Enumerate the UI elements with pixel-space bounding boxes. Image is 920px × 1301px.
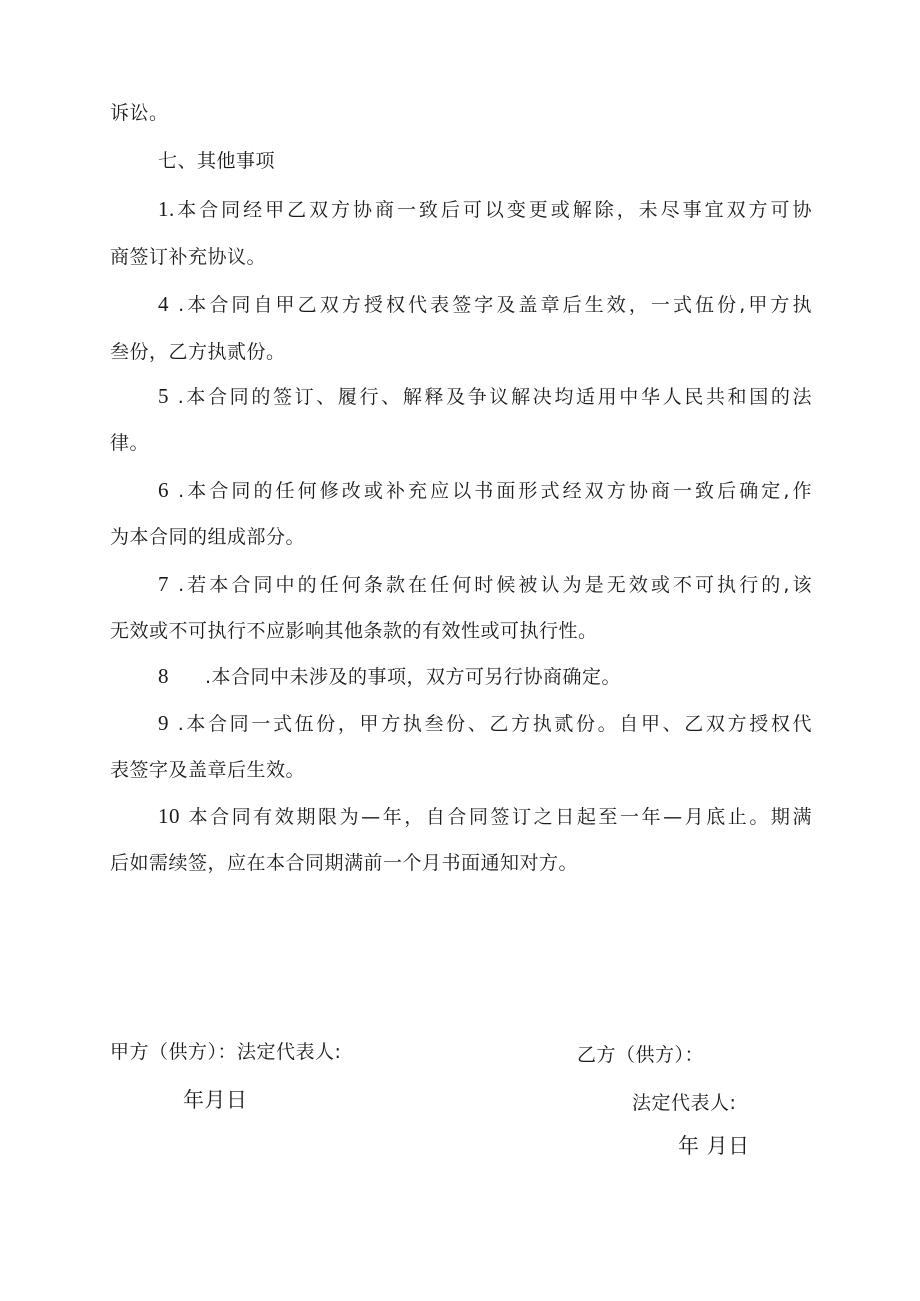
clause-5-line-2: 律。	[110, 432, 150, 454]
clause-number: 10	[158, 804, 180, 828]
clause-10-line-2: 后如需续签，应在本合同期满前一个月书面通知对方。	[110, 852, 579, 874]
clause-4-line-1	[158, 292, 812, 317]
clause-7-line-2: 无效或不可执行不应影响其他条款的有效性或可执行性。	[110, 620, 598, 642]
clause-6-line-1	[158, 478, 812, 503]
clause-1-line-2: 商签订补充协议。	[110, 246, 267, 268]
clause-9-line-1	[158, 711, 812, 736]
clause-9-line-2: 表签字及盖章后生效。	[110, 759, 306, 781]
party-b-label: 乙方（供方）：	[577, 1044, 705, 1066]
clause-7-line-1	[158, 572, 812, 597]
clause-text: .本合同自甲乙双方授权代表签字及盖章后生效，一式伍份,甲方执	[178, 294, 812, 316]
clause-text: .本合同中未涉及的事项，双方可另行协商确定。	[205, 666, 622, 688]
party-b-date: 年 月日	[678, 1134, 750, 1158]
clause-number: 8	[158, 664, 169, 688]
clause-number: 6	[158, 478, 169, 502]
clause-number: 5	[158, 384, 169, 408]
clause-text: .若本合同中的任何条款在任何时候被认为是无效或不可执行的,该	[178, 574, 812, 596]
party-b-representative: 法定代表人:	[632, 1092, 737, 1114]
clause-8-line-1	[158, 664, 621, 689]
clause-text: 本合同有效期限为—年，自合同签订之日起至一年—月底止。期满	[188, 806, 812, 828]
clause-number: 9	[158, 711, 169, 735]
continuation-text: 诉讼。	[110, 102, 169, 124]
clause-text: 本合同经甲乙双方协商一致后可以变更或解除，未尽事宜双方可协	[174, 199, 812, 221]
section-heading: 七、其他事项	[158, 150, 276, 172]
clause-5-line-1	[158, 384, 812, 409]
party-a-date: 年月日	[183, 1088, 248, 1112]
clause-1-line-1	[158, 197, 812, 222]
clause-number: 1.	[158, 197, 175, 221]
clause-10-line-1	[158, 804, 812, 829]
clause-text: .本合同一式伍份，甲方执叁份、乙方执贰份。自甲、乙双方授权代	[177, 713, 812, 735]
clause-number: 4	[158, 292, 169, 316]
party-a-label: 甲方（供方）：法定代表人:	[110, 1041, 342, 1063]
clause-6-line-2: 为本合同的组成部分。	[110, 526, 306, 548]
clause-number: 7	[158, 572, 169, 596]
clause-text: .本合同的签订、履行、解释及争议解决均适用中华人民共和国的法	[177, 386, 812, 408]
clause-text: .本合同的任何修改或补充应以书面形式经双方协商一致后确定,作	[178, 480, 812, 502]
clause-4-line-2: 叁份，乙方执贰份。	[110, 341, 286, 363]
